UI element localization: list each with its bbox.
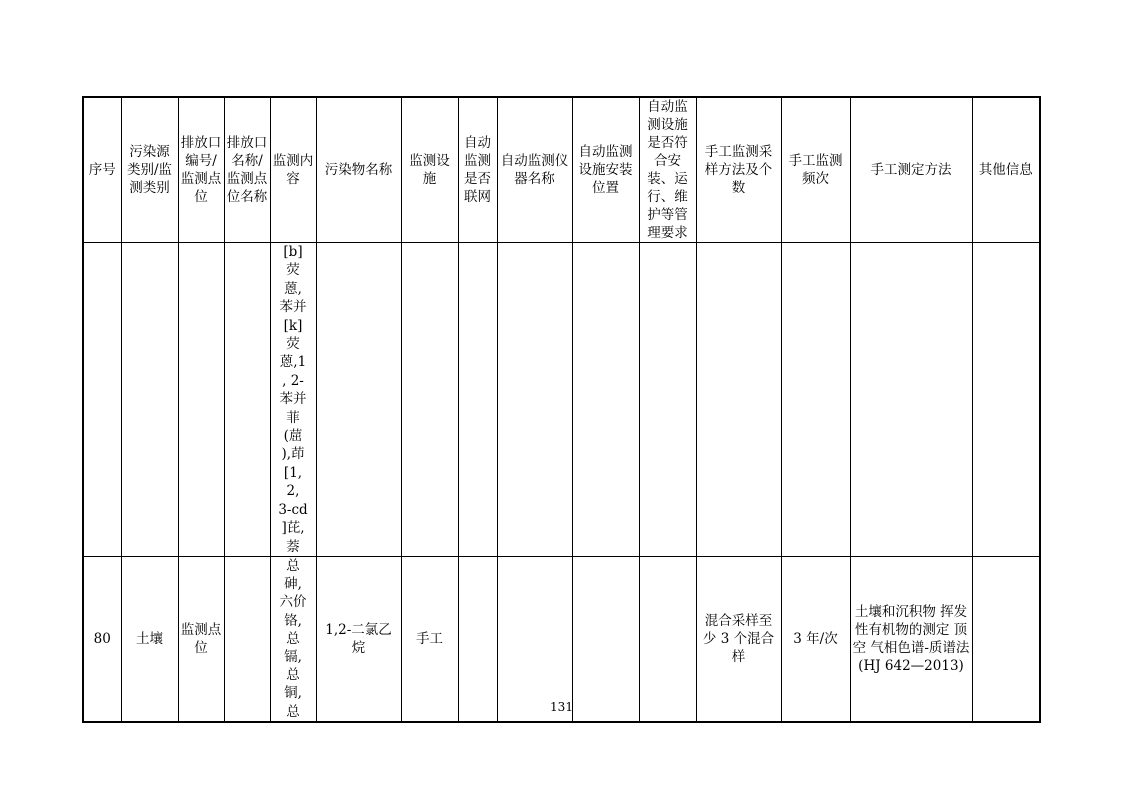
table-cell — [178, 243, 224, 557]
table-cell — [972, 243, 1040, 557]
auto-instrument-cell — [497, 556, 572, 721]
header-auto-location: 自动监测设施安装位置 — [572, 97, 639, 243]
header-facility: 监测设施 — [401, 97, 458, 243]
header-serial: 序号 — [83, 97, 121, 243]
monitoring-content-text: [b] 荧 蒽, 苯并 [k] 荧 蒽,1 , 2- 苯并 菲 (䓛 ),茚 [1, 2, 3-cd ]芘, 萘 — [278, 244, 308, 555]
header-auto-networked: 自动监测是否联网 — [458, 97, 497, 243]
table-cell — [572, 243, 639, 557]
header-other-info: 其他信息 — [972, 97, 1040, 243]
other-info-cell — [972, 556, 1040, 721]
table-cell — [121, 243, 178, 557]
header-auto-compliance: 自动监测设施是否符合安装、运行、维护等管理要求 — [639, 97, 696, 243]
header-row — [83, 97, 1040, 243]
facility-cell: 手工 — [401, 556, 458, 721]
header-monitoring-content: 监测内容 — [270, 97, 316, 243]
manual-method-cell: 土壤和沉积物 挥发性有机物的测定 顶空 气相色谱-质谱法(HJ 642—2013) — [850, 556, 972, 721]
auto-location-cell — [572, 556, 639, 721]
table-cell — [316, 243, 401, 557]
table-cell — [401, 243, 458, 557]
header-pollutant: 污染物名称 — [316, 97, 401, 243]
table-cell — [781, 243, 850, 557]
serial-cell: 80 — [83, 556, 121, 721]
source-category-cell: 土壤 — [121, 556, 178, 721]
header-manual-method: 手工测定方法 — [850, 97, 972, 243]
monitoring-content-cell — [270, 556, 316, 721]
table-row-80 — [83, 556, 1040, 721]
table-cell — [850, 243, 972, 557]
monitoring-content-text: 总 砷, 六价 铬, 总 镉, 总 铜, 总 — [279, 557, 307, 720]
manual-sampling-cell: 混合采样至少 3 个混合样 — [696, 556, 781, 721]
header-manual-sampling: 手工监测采样方法及个数 — [696, 97, 781, 243]
table-cell — [458, 243, 497, 557]
header-source-category: 污染源类别/监测类别 — [121, 97, 178, 243]
table-row-continuation — [83, 243, 1040, 557]
table-cell — [224, 243, 270, 557]
auto-compliance-cell — [639, 556, 696, 721]
table-cell — [83, 243, 121, 557]
auto-networked-cell — [458, 556, 497, 721]
table-cell — [497, 243, 572, 557]
monitoring-table — [82, 96, 1041, 723]
page-number: 131 — [550, 700, 573, 714]
header-outlet-code: 排放口编号/监测点位 — [178, 97, 224, 243]
outlet-name-cell — [224, 556, 270, 721]
monitoring-content-cell — [270, 243, 316, 557]
table-cell — [639, 243, 696, 557]
manual-frequency-cell: 3 年/次 — [781, 556, 850, 721]
table-cell — [696, 243, 781, 557]
header-auto-instrument: 自动监测仪器名称 — [497, 97, 572, 243]
outlet-code-cell: 监测点位 — [178, 556, 224, 721]
pollutant-cell: 1,2-二氯乙烷 — [316, 556, 401, 721]
header-manual-frequency: 手工监测频次 — [781, 97, 850, 243]
header-outlet-name: 排放口名称/监测点位名称 — [224, 97, 270, 243]
